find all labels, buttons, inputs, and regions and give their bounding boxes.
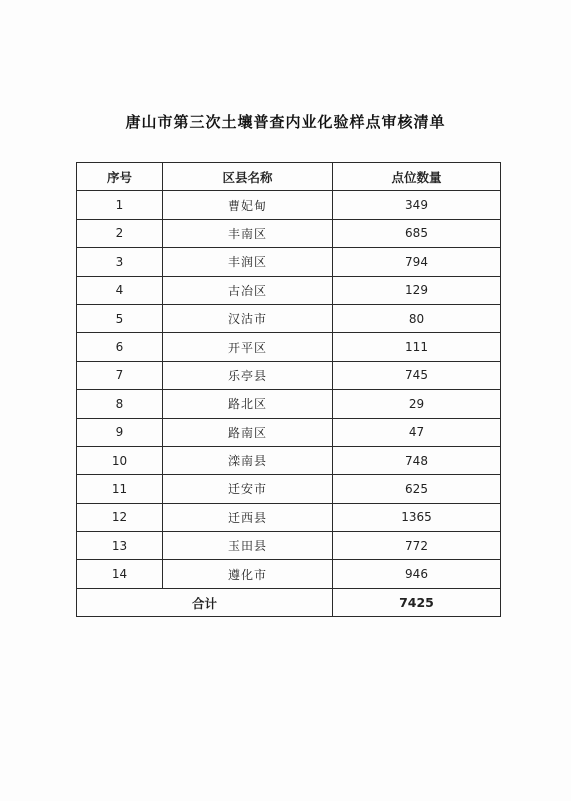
table-row [77, 532, 501, 560]
row-point-count: 685 [333, 219, 501, 247]
row-seq: 9 [77, 418, 163, 446]
row-point-count: 47 [333, 418, 501, 446]
document-title: 唐山市第三次土壤普查内业化验样点审核清单 [125, 113, 446, 131]
row-seq: 7 [77, 361, 163, 389]
row-point-count: 80 [333, 304, 501, 332]
row-district-name: 迁西县 [163, 503, 333, 531]
row-point-count: 349 [333, 191, 501, 219]
header-seq: 序号 [77, 163, 163, 191]
table-row [77, 304, 501, 332]
total-label: 合计 [77, 588, 333, 616]
row-district-name: 曹妃甸 [163, 191, 333, 219]
row-district-name: 丰南区 [163, 219, 333, 247]
row-seq: 11 [77, 475, 163, 503]
row-district-name: 开平区 [163, 333, 333, 361]
table-row [77, 333, 501, 361]
row-district-name: 遵化市 [163, 560, 333, 588]
table-row [77, 361, 501, 389]
table-row [77, 191, 501, 219]
row-seq: 8 [77, 390, 163, 418]
row-seq: 2 [77, 219, 163, 247]
row-point-count: 745 [333, 361, 501, 389]
table-row [77, 503, 501, 531]
row-point-count: 794 [333, 248, 501, 276]
row-point-count: 748 [333, 446, 501, 474]
row-seq: 13 [77, 532, 163, 560]
row-point-count: 772 [333, 532, 501, 560]
row-district-name: 路南区 [163, 418, 333, 446]
row-seq: 6 [77, 333, 163, 361]
row-point-count: 129 [333, 276, 501, 304]
row-district-name: 迁安市 [163, 475, 333, 503]
table-total-row [77, 588, 501, 616]
table-row [77, 390, 501, 418]
header-district-name: 区县名称 [163, 163, 333, 191]
table-row [77, 446, 501, 474]
row-district-name: 古冶区 [163, 276, 333, 304]
table-row [77, 560, 501, 588]
row-seq: 10 [77, 446, 163, 474]
row-district-name: 丰润区 [163, 248, 333, 276]
row-point-count: 625 [333, 475, 501, 503]
row-seq: 3 [77, 248, 163, 276]
row-district-name: 路北区 [163, 390, 333, 418]
row-seq: 4 [77, 276, 163, 304]
row-district-name: 汉沽市 [163, 304, 333, 332]
total-value: 7425 [333, 588, 501, 616]
header-point-count: 点位数量 [333, 163, 501, 191]
row-point-count: 1365 [333, 503, 501, 531]
row-district-name: 乐亭县 [163, 361, 333, 389]
table-row [77, 418, 501, 446]
row-point-count: 29 [333, 390, 501, 418]
table-row [77, 219, 501, 247]
table-header-row [77, 163, 501, 191]
table-row [77, 248, 501, 276]
row-seq: 12 [77, 503, 163, 531]
row-district-name: 滦南县 [163, 446, 333, 474]
row-district-name: 玉田县 [163, 532, 333, 560]
row-seq: 1 [77, 191, 163, 219]
row-seq: 14 [77, 560, 163, 588]
sample-review-table [76, 162, 501, 617]
table-row [77, 276, 501, 304]
row-point-count: 111 [333, 333, 501, 361]
table-row [77, 475, 501, 503]
row-seq: 5 [77, 304, 163, 332]
row-point-count: 946 [333, 560, 501, 588]
